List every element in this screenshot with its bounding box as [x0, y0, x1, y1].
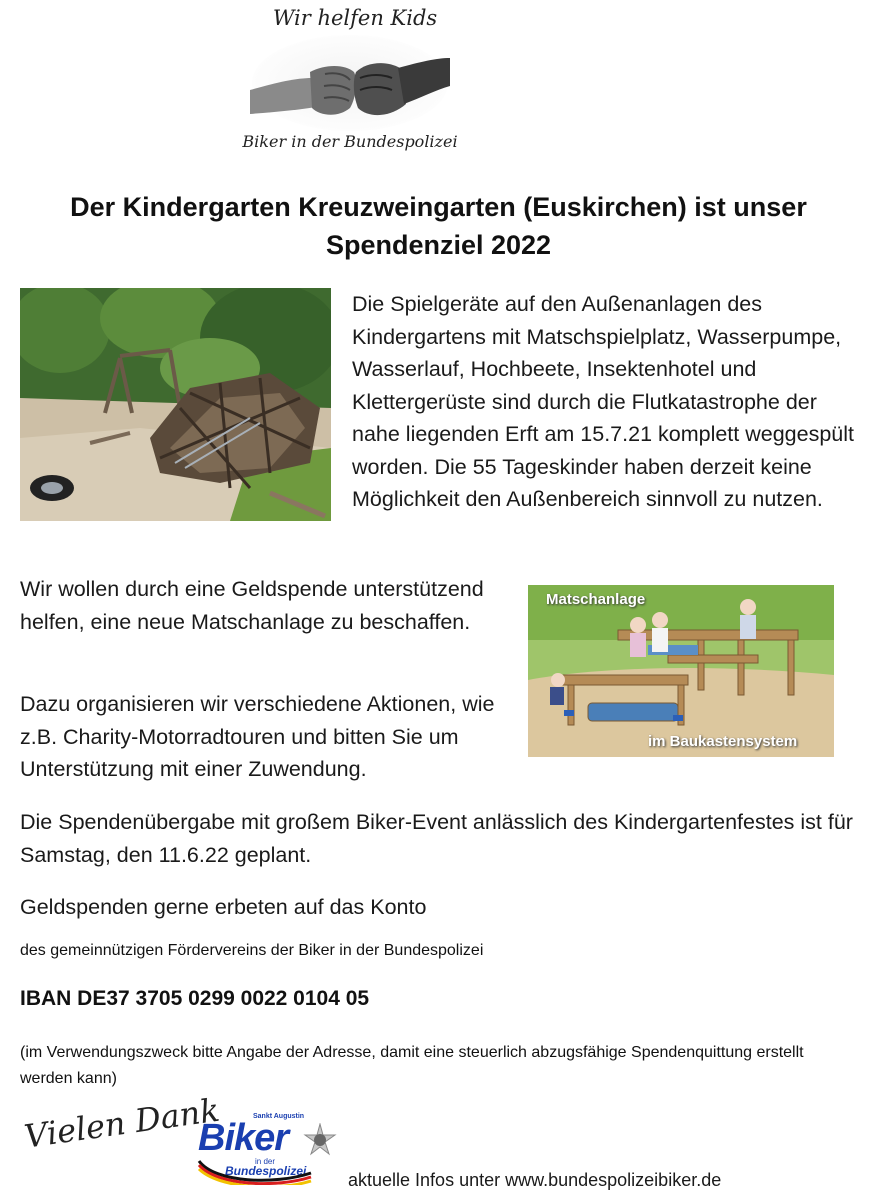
fist-bump-icon — [250, 28, 450, 133]
donation-paragraph: Wir wollen durch eine Geldspende unterstützend helfen, eine neue Matschanlage zu beschaffen. — [20, 577, 484, 634]
logo-main: Biker — [198, 1117, 289, 1159]
logo-bottom-text: Biker in der Bundespolizei — [242, 132, 458, 151]
police-star-icon — [303, 1123, 337, 1157]
intro-paragraph: Die Spielgeräte auf den Außenanlagen des Kindergartens mit Matschspielplatz, Wasserpumpe, Wasserlauf, Hochbeete, Insektenhotel und Klettergerüste sind durch die Flutkatastrophe der nahe liegenden Erft am 15.7.21 komplett weggespült worden. Die 55 Tageskinder haben derzeit keine Möglichkeit den Außenbereich sinnvoll zu nutzen. — [352, 292, 854, 511]
logo-small-top: Sankt Augustin — [253, 1113, 305, 1120]
account-intro: Geldspenden gerne erbeten auf das Konto — [20, 895, 427, 919]
purpose-note: (im Verwendungszweck bitte Angabe der Adresse, damit eine steuerlich abzugsfähige Spendenquittung erstellt werden kann) — [20, 1044, 804, 1087]
matsch-label-top: Matschanlage — [546, 591, 646, 608]
logo-top-text: Wir helfen Kids — [272, 6, 438, 30]
footer-info-link: aktuelle Infos unter www.bundespolizeibiker.de — [348, 1170, 722, 1190]
biker-bundespolizei-logo — [195, 1113, 340, 1185]
matschanlage-photo — [528, 585, 834, 757]
logo-in-der: in der — [255, 1157, 276, 1166]
flood-damage-photo — [20, 288, 331, 521]
wir-helfen-kids-logo — [240, 0, 460, 165]
event-paragraph: Die Spendenübergabe mit großem Biker-Event anlässlich des Kindergartenfestes ist für Samstag, den 11.6.22 geplant. — [20, 810, 853, 867]
matsch-label-bottom: im Baukastensystem — [648, 733, 798, 750]
page-title: Der Kindergarten Kreuzweingarten (Euskirchen) ist unser Spendenziel 2022 — [70, 192, 807, 260]
logo-bottom: Bundespolizei — [225, 1164, 307, 1178]
iban: IBAN DE37 3705 0299 0022 0104 05 — [20, 987, 370, 1010]
vielen-dank-signature: Vielen Dank — [22, 1090, 222, 1156]
flag-swoosh-icon — [195, 1153, 315, 1185]
actions-paragraph: Dazu organisieren wir verschiedene Aktionen, wie z.B. Charity-Motorradtouren und bitten Sie um Unterstützung mit einer Zuwendung. — [20, 692, 495, 781]
account-holder: des gemeinnützigen Fördervereins der Biker in der Bundespolizei — [20, 942, 484, 959]
